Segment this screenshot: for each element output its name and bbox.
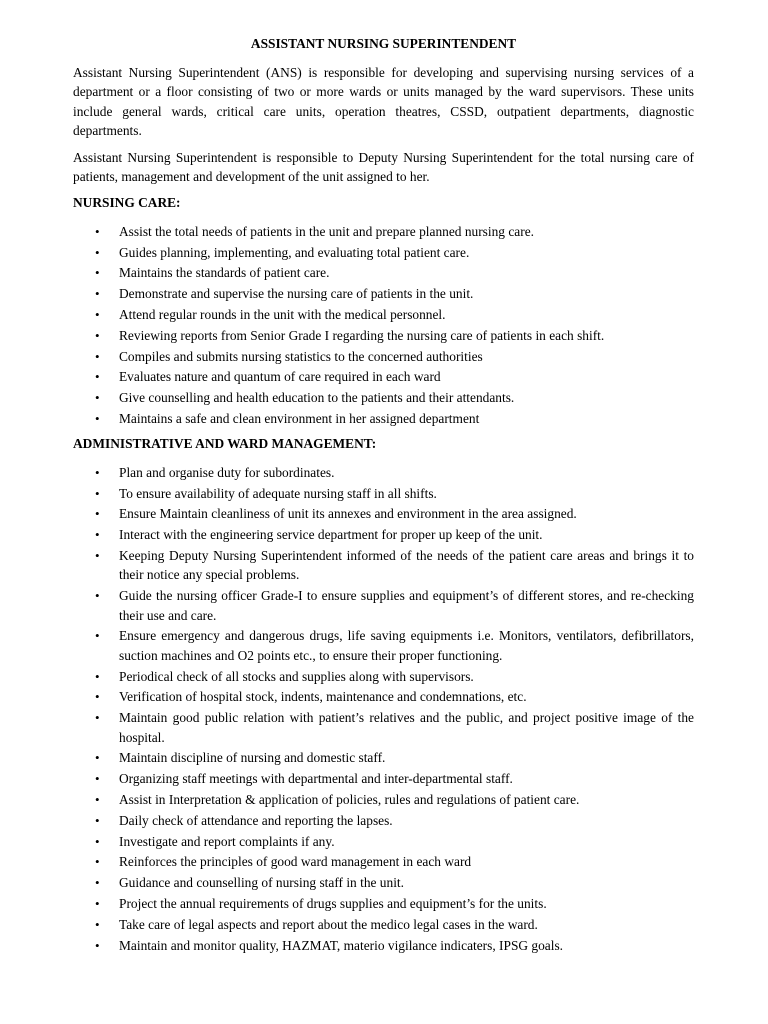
bullet-icon: •	[95, 896, 100, 911]
bullet-icon: •	[95, 244, 100, 260]
bullet-icon: •	[95, 506, 100, 522]
intro-paragraph: Assistant Nursing Superintendent (ANS) is responsible for developing and supervising nursing services of a department or a floor consisting of two or more wards or units managed by the ward supervisors. These units include general wards, critical care units, operation theatres, CSSD, outpatient departments, diagnostic departments.	[73, 65, 694, 139]
administrative-list	[73, 463, 694, 955]
list-item: • Give counselling and health education to the patients and their attendants.	[73, 388, 694, 407]
list-item: • Assist the total needs of patients in the unit and prepare planned nursing care.	[73, 222, 694, 241]
list-item: • Maintain discipline of nursing and domestic staff.	[73, 748, 694, 767]
list-item: • Maintains the standards of patient care.	[73, 263, 694, 282]
bullet-icon: •	[95, 390, 100, 406]
list-item: • Guides planning, implementing, and evaluating total patient care.	[73, 243, 694, 262]
bullet-icon: •	[95, 527, 100, 543]
list-item: • Interact with the engineering service department for proper up keep of the unit.	[73, 525, 694, 544]
bullet-icon: •	[95, 771, 100, 787]
section-heading-administrative: ADMINISTRATIVE AND WARD MANAGEMENT:	[73, 436, 377, 452]
bullet-icon: •	[95, 854, 100, 870]
list-item: • Keeping Deputy Nursing Superintendent informed of the needs of the patient care areas and brings it to their notice any special problems.	[95, 548, 694, 583]
list-item: • Investigate and report complaints if any.	[73, 832, 694, 851]
list-item: • Plan and organise duty for subordinates.	[73, 463, 694, 482]
list-item: • Demonstrate and supervise the nursing care of patients in the unit.	[73, 284, 694, 303]
list-item: • Compiles and submits nursing statistics to the concerned authorities	[73, 347, 694, 366]
list-item: • Reinforces the principles of good ward management in each ward	[73, 852, 694, 871]
list-item: • Evaluates nature and quantum of care required in each ward	[73, 367, 694, 386]
bullet-icon: •	[95, 812, 100, 828]
bullet-icon: •	[95, 548, 100, 564]
list-item: • Guidance and counselling of nursing staff in the unit.	[73, 873, 694, 892]
list-item: • Daily check of attendance and reporting the lapses.	[73, 811, 694, 830]
bullet-icon: •	[95, 750, 100, 766]
list-item: • Project the annual requirements of drugs supplies and equipment’s for the units.	[73, 894, 694, 913]
bullet-icon: •	[95, 875, 100, 891]
list-item: • Take care of legal aspects and report about the medico legal cases in the ward.	[73, 915, 694, 934]
list-item: • Ensure emergency and dangerous drugs, life saving equipments i.e. Monitors, ventilators, defibrillators, suction machines and O2 points etc., to ensure their proper functioning.	[95, 628, 694, 663]
bullet-icon: •	[95, 307, 100, 323]
bullet-icon: •	[95, 710, 100, 726]
bullet-icon: •	[95, 464, 100, 480]
document-title: ASSISTANT NURSING SUPERINTENDENT	[250, 36, 517, 51]
document-page	[73, 34, 694, 961]
list-item: • Ensure Maintain cleanliness of unit its annexes and environment in the area assigned.	[73, 504, 694, 523]
bullet-icon: •	[95, 265, 100, 281]
bullet-icon: •	[95, 792, 100, 808]
list-item: • Maintains a safe and clean environment in her assigned department	[73, 409, 694, 428]
intro-paragraph: Assistant Nursing Superintendent is responsible to Deputy Nursing Superintendent for the total nursing care of patients, management and development of the unit assigned to her.	[73, 149, 694, 185]
list-item: • Guide the nursing officer Grade-I to ensure supplies and equipment’s of different stores, and re-checking their use and care.	[95, 588, 694, 623]
list-item: • Periodical check of all stocks and supplies along with supervisors.	[73, 667, 694, 686]
nursing-care-list	[73, 222, 694, 429]
list-item: • Organizing staff meetings with departmental and inter-departmental staff.	[73, 769, 694, 788]
list-item: • Verification of hospital stock, indents, maintenance and condemnations, etc.	[73, 687, 694, 706]
list-item: • Assist in Interpretation & application of policies, rules and regulations of patient care.	[73, 790, 694, 809]
bullet-icon: •	[95, 411, 100, 427]
bullet-icon: •	[95, 689, 100, 705]
bullet-icon: •	[95, 937, 100, 953]
bullet-icon: •	[95, 286, 100, 302]
bullet-icon: •	[95, 327, 100, 343]
section-heading-nursing-care: NURSING CARE:	[73, 195, 181, 211]
bullet-icon: •	[95, 485, 100, 501]
bullet-icon: •	[95, 916, 100, 932]
list-item: • Maintain and monitor quality, HAZMAT, materio vigilance indicaters, IPSG goals.	[73, 936, 694, 955]
list-item: • To ensure availability of adequate nursing staff in all shifts.	[73, 484, 694, 503]
bullet-icon: •	[95, 668, 100, 684]
bullet-icon: •	[95, 223, 100, 239]
bullet-icon: •	[95, 628, 100, 644]
bullet-icon: •	[95, 348, 100, 364]
list-item: • Attend regular rounds in the unit with the medical personnel.	[73, 305, 694, 324]
bullet-icon: •	[95, 369, 100, 385]
bullet-icon: •	[95, 833, 100, 849]
list-item: • Maintain good public relation with patient’s relatives and the public, and project positive image of the hospital.	[95, 710, 694, 745]
bullet-icon: •	[95, 588, 100, 604]
list-item: • Reviewing reports from Senior Grade I regarding the nursing care of patients in each shift.	[73, 326, 694, 345]
